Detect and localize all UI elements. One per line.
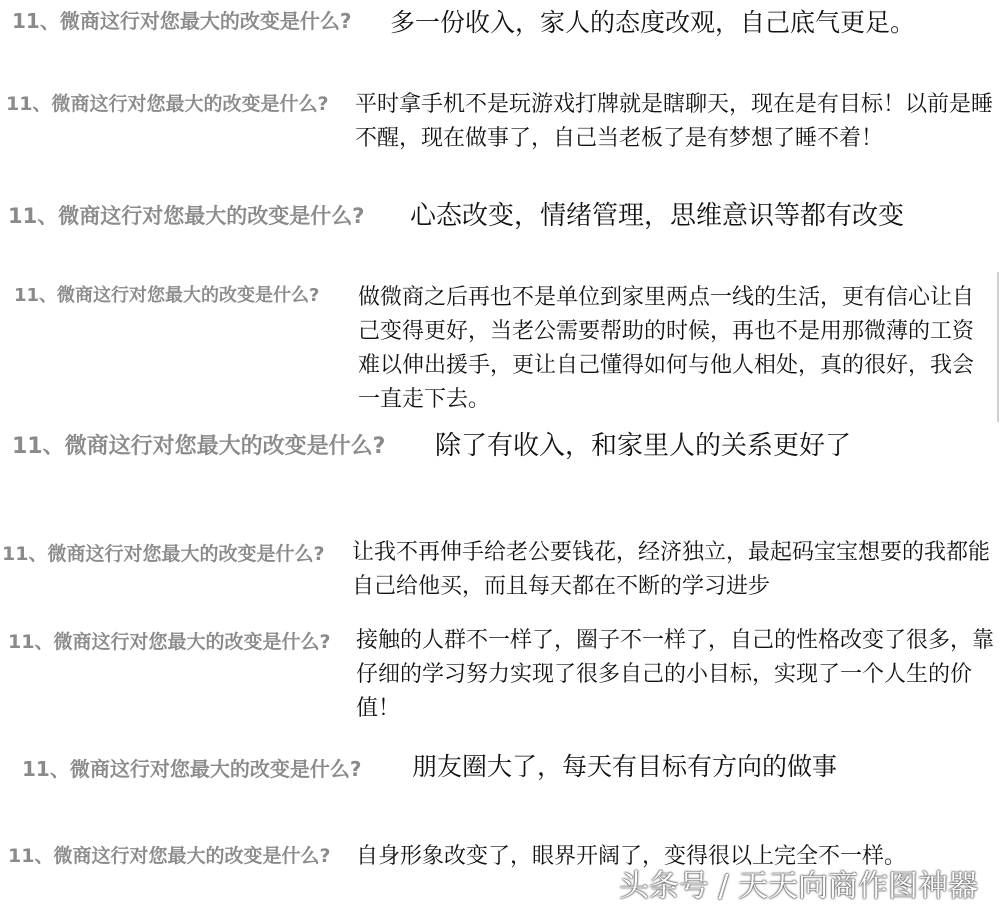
question-text: 11、微商这行对您最大的改变是什么? (14, 285, 320, 306)
answer-text: 平时拿手机不是玩游戏打牌就是瞎聊天，现在是有目标！以前是睡不醒，现在做事了，自己当老板了是有梦想了睡不着！ (355, 92, 994, 152)
answer-text: 做微商之后再也不是单位到家里两点一线的生活，更有信心让自己变得更好，当老公需要帮助的时候，再也不是用那微薄的工资难以伸出援手，更让自己懂得如何与他人相处，真的很好，我会一直走下去。 (358, 285, 975, 413)
question-text: 11、微商这行对您最大的改变是什么? (8, 204, 365, 228)
answer-text: 让我不再伸手给老公要钱花，经济独立，最起码宝宝想要的我都能自己给他买，而且每天都在不断的学习进步 (352, 540, 991, 600)
watermark: 头条号 / 天天向商作图神器 (618, 869, 978, 904)
answer-text: 朋友圈大了，每天有目标有方向的做事 (412, 752, 838, 781)
question-text: 11、微商这行对您最大的改变是什么? (6, 93, 329, 115)
answer-text: 多一份收入，家人的态度改观，自己底气更足。 (390, 8, 916, 37)
answer-text: 自身形象改变了，眼界开阔了，变得很以上完全不一样。 (356, 844, 907, 869)
question-text: 11、微商这行对您最大的改变是什么? (22, 757, 362, 781)
question-text: 11、微商这行对您最大的改变是什么? (12, 9, 352, 33)
answer-text: 接触的人群不一样了，圈子不一样了，自己的性格改变了很多，靠仔细的学习努力实现了很多自己的小目标，实现了一个人生的价值！ (356, 628, 995, 722)
answer-text: 心态改变，情绪管理，思维意识等都有改变 (410, 201, 905, 231)
question-text: 11、微商这行对您最大的改变是什么? (8, 845, 331, 867)
answer-text: 除了有收入，和家里人的关系更好了 (435, 431, 852, 461)
question-text: 11、微商这行对您最大的改变是什么? (8, 631, 331, 653)
question-text: 11、微商这行对您最大的改变是什么? (2, 543, 325, 565)
scroll-divider (997, 272, 999, 422)
question-text: 11、微商这行对您最大的改变是什么? (12, 434, 386, 459)
